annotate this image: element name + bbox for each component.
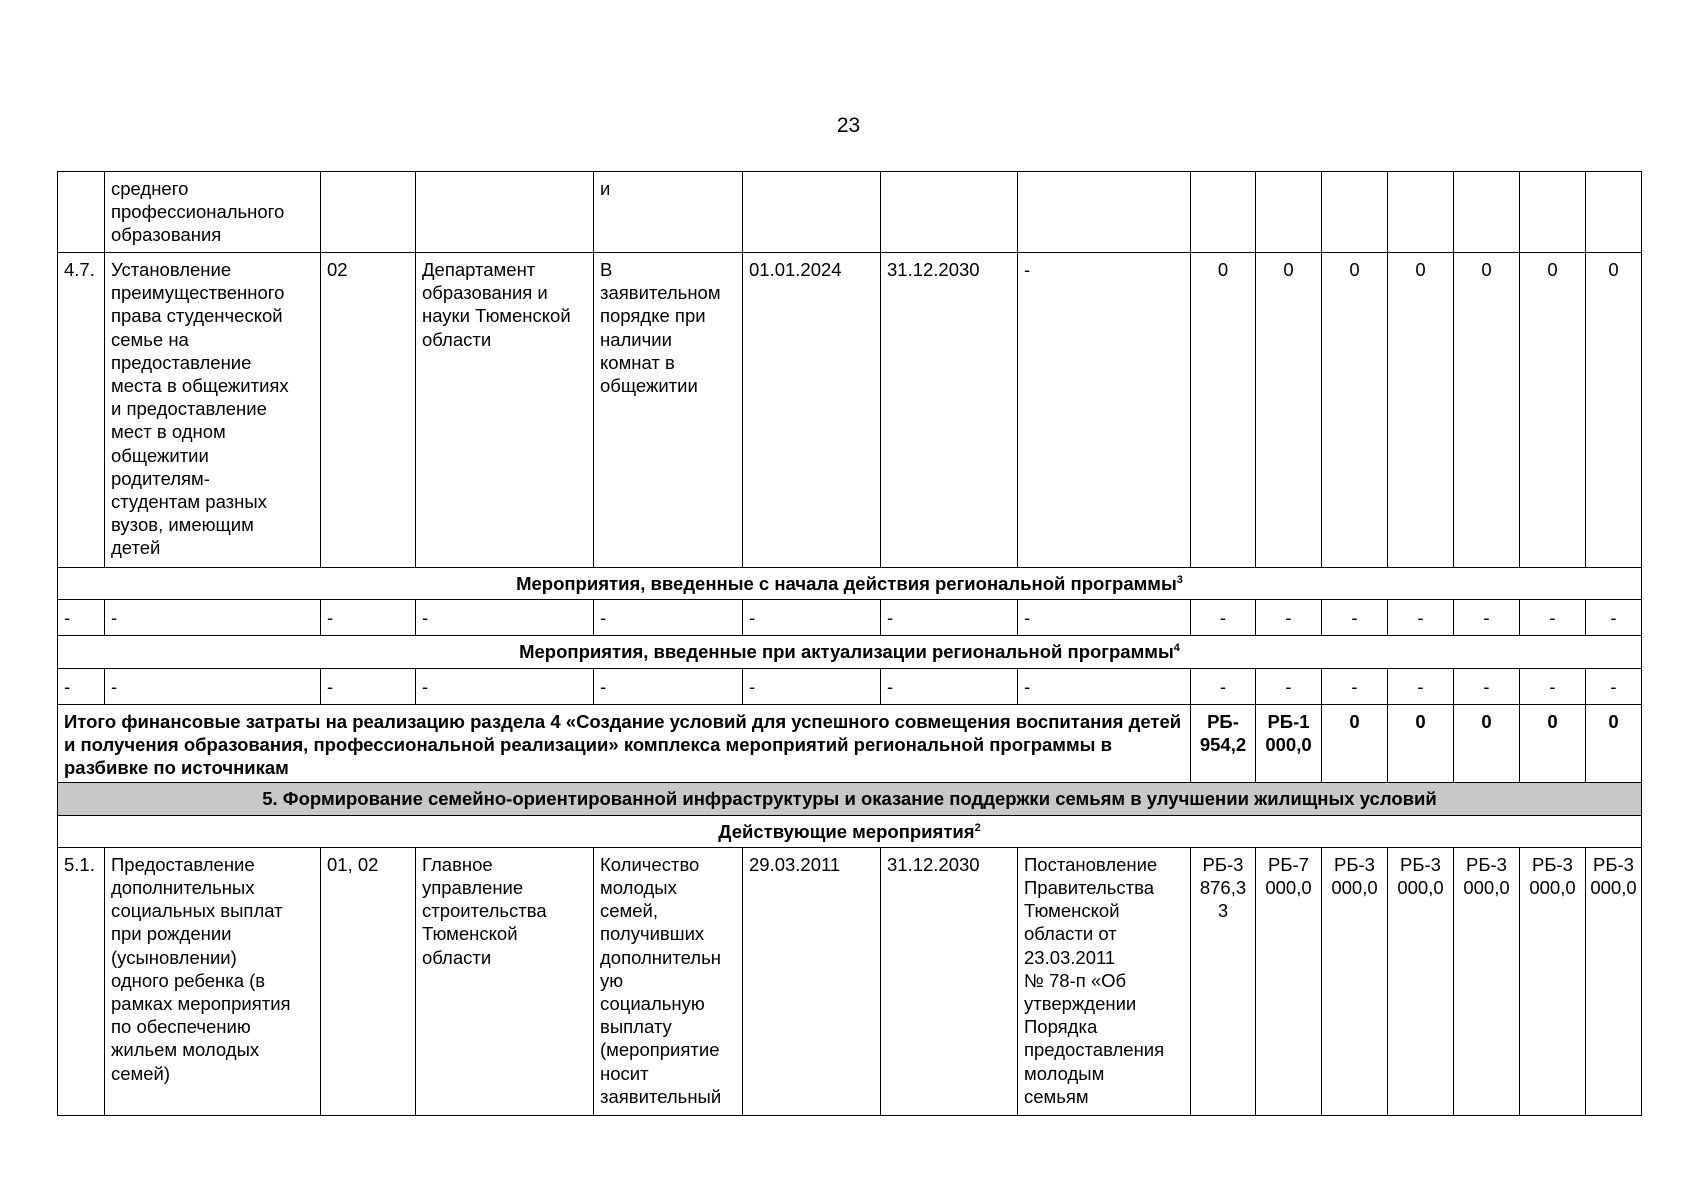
page-number: 23 [836, 114, 861, 137]
empty-cell: - [416, 668, 594, 704]
table-row [58, 172, 1642, 253]
subsection-title: Мероприятия, введенные с начала действия региональной программы [516, 573, 1177, 594]
funding-value: 0 [1586, 253, 1642, 568]
total-value: 0 [1586, 704, 1642, 783]
measure-result: В заявительном порядке при наличии комнат в общежитии [594, 253, 743, 568]
empty-cell: - [1388, 600, 1454, 636]
total-row [58, 704, 1642, 783]
funding-value: РБ-3 000,0 [1388, 847, 1454, 1115]
measure-executor: Департамент образования и науки Тюменской области [416, 253, 594, 568]
total-value: РБ-1 000,0 [1256, 704, 1322, 783]
table-row [58, 253, 1642, 568]
funding-value: РБ-3 000,0 [1520, 847, 1586, 1115]
empty-cell: - [321, 668, 416, 704]
measure-start-date: 29.03.2011 [743, 847, 881, 1115]
total-value: 0 [1520, 704, 1586, 783]
measure-name: Установление преимущественного права студенческой семье на предоставление места в общежитиях и предоставление мест в одном общежитии родителям- студентам разных вузов, имеющим детей [105, 253, 321, 568]
measure-name: среднего профессионального образования [105, 172, 321, 253]
empty-cell: - [1322, 668, 1388, 704]
empty-cell: - [1586, 668, 1642, 704]
measure-result: Количество молодых семей, получивших дополнительн ую социальную выплату (мероприятие носит заявительный [594, 847, 743, 1115]
empty-cell: - [105, 668, 321, 704]
table-row [58, 668, 1642, 704]
empty-cell: - [1256, 600, 1322, 636]
table-row [58, 847, 1642, 1115]
measure-number: 4.7. [58, 253, 105, 568]
funding-value: РБ-3 000,0 [1454, 847, 1520, 1115]
measure-name: Предоставление дополнительных социальных выплат при рождении (усыновлении) одного ребенка (в рамках мероприятия по обеспечению жильем молодых семей) [105, 847, 321, 1115]
measure-document: - [1018, 253, 1191, 568]
subsection-title: Мероприятия, введенные при актуализации региональной программы [519, 641, 1174, 663]
measure-executor: Главное управление строительства Тюменской области [416, 847, 594, 1115]
total-value: РБ- 954,2 [1191, 704, 1256, 783]
empty-cell: - [1018, 600, 1191, 636]
section-title: 5. Формирование семейно-ориентированной инфраструктуры и оказание поддержки семьям в улучшении жилищных условий [58, 783, 1642, 815]
subsection-title: Действующие мероприятия [718, 820, 975, 842]
funding-value: 0 [1322, 253, 1388, 568]
subsection-header [58, 636, 1642, 668]
funding-value: РБ-3 000,0 [1586, 847, 1642, 1115]
total-value: 0 [1388, 704, 1454, 783]
section-header [58, 783, 1642, 815]
funding-value: 0 [1454, 253, 1520, 568]
subsection-header [58, 815, 1642, 847]
empty-cell: - [58, 668, 105, 704]
measure-number: 5.1. [58, 847, 105, 1115]
funding-value: 0 [1520, 253, 1586, 568]
footnote-ref: 2 [974, 821, 981, 834]
empty-cell: - [1454, 600, 1520, 636]
empty-cell: - [105, 600, 321, 636]
empty-cell: - [594, 600, 743, 636]
footnote-ref: 4 [1173, 642, 1180, 655]
funding-value: 0 [1191, 253, 1256, 568]
funding-value: 0 [1388, 253, 1454, 568]
total-value: 0 [1454, 704, 1520, 783]
empty-cell: - [1454, 668, 1520, 704]
measure-result: и [594, 172, 743, 253]
measure-end-date: 31.12.2030 [881, 847, 1018, 1115]
empty-cell: - [1520, 600, 1586, 636]
empty-cell: - [1388, 668, 1454, 704]
empty-cell: - [321, 600, 416, 636]
empty-cell: - [1191, 600, 1256, 636]
empty-cell: - [1586, 600, 1642, 636]
empty-cell: - [1018, 668, 1191, 704]
empty-cell: - [881, 600, 1018, 636]
funding-value: 0 [1256, 253, 1322, 568]
empty-cell: - [743, 668, 881, 704]
measure-code: 01, 02 [321, 847, 416, 1115]
measures-table [57, 171, 1642, 1116]
funding-value: РБ-3 876,3 3 [1191, 847, 1256, 1115]
total-label: Итого финансовые затраты на реализацию раздела 4 «Создание условий для успешного совмещения воспитания детей и получения образования, профессиональной реализации» комплекса мероприятий региональной программы в разбивке по источникам [58, 704, 1191, 783]
subsection-header [58, 568, 1642, 600]
empty-cell: - [416, 600, 594, 636]
empty-cell: - [743, 600, 881, 636]
footnote-ref: 3 [1176, 573, 1183, 586]
empty-cell: - [58, 600, 105, 636]
empty-cell: - [1520, 668, 1586, 704]
table-row [58, 600, 1642, 636]
empty-cell: - [1191, 668, 1256, 704]
total-value: 0 [1322, 704, 1388, 783]
empty-cell: - [1322, 600, 1388, 636]
funding-value: РБ-3 000,0 [1322, 847, 1388, 1115]
empty-cell: - [594, 668, 743, 704]
empty-cell: - [1256, 668, 1322, 704]
empty-cell: - [881, 668, 1018, 704]
measure-start-date: 01.01.2024 [743, 253, 881, 568]
funding-value: РБ-7 000,0 [1256, 847, 1322, 1115]
measure-end-date: 31.12.2030 [881, 253, 1018, 568]
measure-document: Постановление Правительства Тюменской области от 23.03.2011 № 78-п «Об утверждении Порядка предоставления молодым семьям [1018, 847, 1191, 1115]
measure-code: 02 [321, 253, 416, 568]
